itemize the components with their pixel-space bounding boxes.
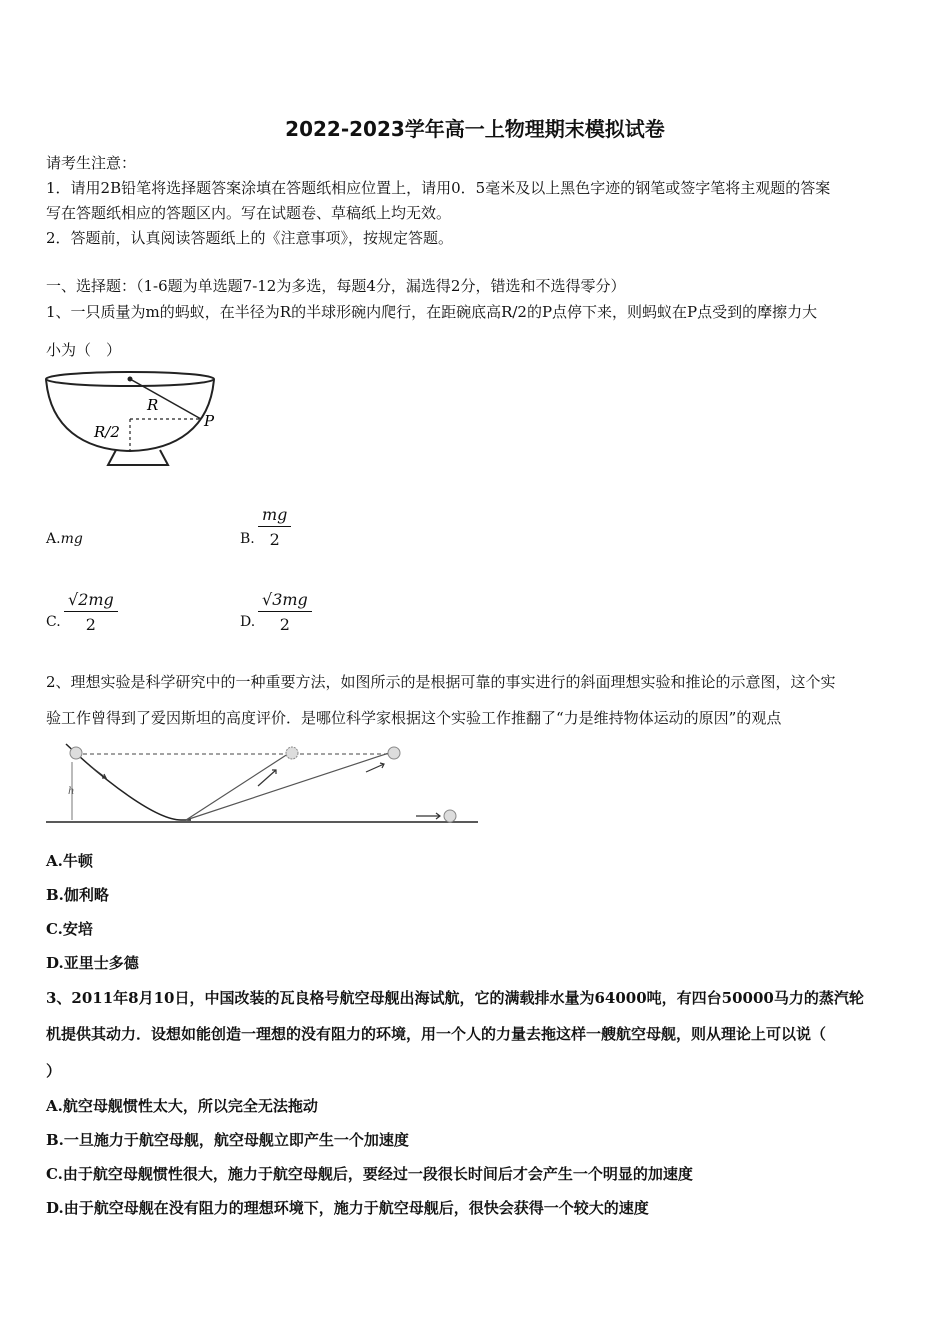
q1-option-d-numerator-text: 3mg (272, 590, 308, 609)
q1-option-d-fraction (258, 590, 312, 634)
q1-option-b[interactable] (240, 531, 255, 547)
q1-option-c-numerator (64, 590, 118, 612)
q1-option-d-denominator: 2 (279, 615, 290, 634)
q1-option-a[interactable] (46, 531, 83, 547)
arrow-down-icon (90, 766, 106, 778)
ball-steep (286, 747, 298, 759)
ramp-shallow (186, 750, 398, 820)
q1-option-c-denominator: 2 (85, 615, 96, 634)
q1-option-c-numerator-text: 2mg (78, 590, 114, 609)
bowl-figure (44, 368, 222, 474)
arrow-up-shallow-icon (366, 764, 384, 772)
q3-stem-line-1: 3、2011年8月10日，中国改装的瓦良格号航空母舰出海试航，它的满载排水量为64000吨，有四台50000马力的蒸汽轮 (46, 989, 864, 1007)
q1-option-d-numerator (258, 590, 312, 612)
inclined-plane-figure (46, 742, 480, 826)
q3-option-a[interactable]: A.航空母舰惯性太大，所以完全无法拖动 (46, 1097, 318, 1115)
q2-option-c[interactable]: C.安培 (46, 920, 93, 938)
notice-line-1a: 1．请用2B铅笔将选择题答案涂填在答题纸相应位置上，请用0．5毫米及以上黑色字迹的钢笔或签字笔将主观题的答案 (46, 179, 831, 197)
q1-option-b-denominator: 2 (269, 530, 280, 549)
q1-option-c[interactable] (46, 614, 61, 630)
bowl-base (108, 450, 168, 465)
q1-option-b-label: B. (240, 531, 255, 547)
ball-start (70, 747, 82, 759)
q1-option-c-label: C. (46, 614, 61, 630)
label-R-half: R/2 (94, 423, 120, 441)
q3-option-c[interactable]: C.由于航空母舰惯性很大，施力于航空母舰后，要经过一段很长时间后才会产生一个明显的加速度 (46, 1165, 693, 1183)
q2-option-b[interactable]: B.伽利略 (46, 886, 109, 904)
q2-stem-line-2: 验工作曾得到了爱因斯坦的高度评价．是哪位科学家根据这个实验工作推翻了“力是维持物体运动的原因”的观点 (46, 709, 782, 727)
page-title: 2022-2023学年高一上物理期末模拟试卷 (285, 117, 665, 141)
q3-option-b[interactable]: B.一旦施力于航空母舰，航空母舰立即产生一个加速度 (46, 1131, 409, 1149)
arrow-up-steep-icon (258, 770, 276, 786)
notice-heading: 请考生注意： (46, 154, 137, 172)
left-ramp (66, 744, 191, 820)
q2-stem-line-1: 2、理想实验是科学研究中的一种重要方法，如图所示的是根据可靠的事实进行的斜面理想实验和推论的示意图，这个实 (46, 673, 836, 691)
q2-option-d[interactable]: D.亚里士多德 (46, 954, 139, 972)
q1-option-d[interactable] (240, 614, 255, 630)
q1-option-b-numerator: mg (258, 505, 291, 527)
q1-option-c-fraction (64, 590, 118, 634)
label-h: h (68, 786, 75, 797)
ramp-steep (186, 750, 294, 820)
q1-stem-line-2: 小为（ ） (46, 341, 122, 359)
bowl-body (46, 379, 214, 451)
notice-line-1b: 写在答题纸相应的答题区内。写在试题卷、草稿纸上均无效。 (46, 204, 452, 222)
section-heading: 一、选择题：（1-6题为单选题7-12为多选，每题4分，漏选得2分，错选和不选得零分） (46, 277, 626, 295)
label-P: P (204, 412, 215, 430)
q3-stem-line-2: 机提供其动力．设想如能创造一理想的没有阻力的环境，用一个人的力量去拖这样一艘航空母舰，则从理论上可以说（ (46, 1025, 827, 1043)
ball-flat (444, 810, 456, 822)
notice-line-2: 2．答题前，认真阅读答题纸上的《注意事项》，按规定答题。 (46, 229, 454, 247)
q1-option-b-fraction (258, 505, 291, 549)
q1-stem-line-1: 1、一只质量为m的蚂蚁，在半径为R的半球形碗内爬行，在距碗底高R/2的P点停下来，则蚂蚁在P点受到的摩擦力大 (46, 303, 818, 321)
sqrt-icon: √ (68, 590, 79, 609)
q1-option-d-label: D. (240, 614, 256, 630)
q2-option-a[interactable]: A.牛顿 (46, 852, 93, 870)
q1-option-a-label: A. (46, 531, 61, 547)
q1-option-a-value: mg (60, 531, 83, 547)
ball-shallow (388, 747, 400, 759)
q3-stem-line-3: ） (46, 1062, 62, 1080)
q3-option-d[interactable]: D.由于航空母舰在没有阻力的理想环境下，施力于航空母舰后，很快会获得一个较大的速度 (46, 1199, 649, 1217)
sqrt-icon: √ (262, 590, 273, 609)
label-R: R (147, 396, 159, 414)
